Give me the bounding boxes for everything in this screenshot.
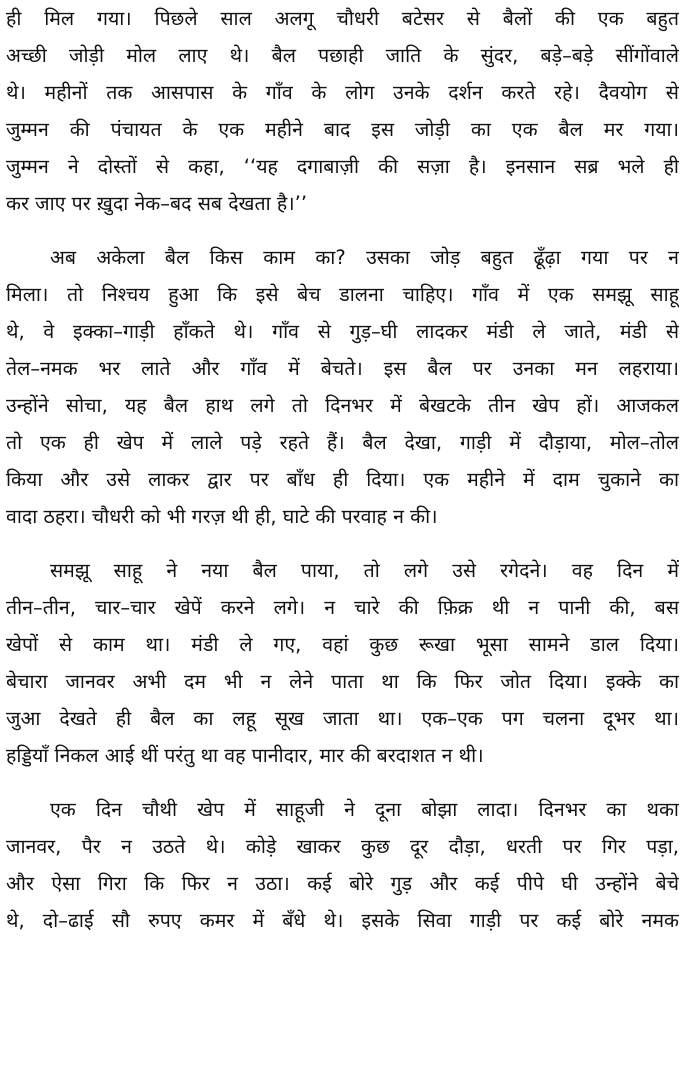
paragraph-4: [6, 791, 679, 939]
paragraph-spacer: [6, 222, 679, 239]
text-line: हड्डियाँ निकल आई थीं परंतु था वह पानीदार, मार की बरदाशत न थी।: [6, 744, 484, 767]
paragraph-3: [6, 552, 679, 774]
text-line: तीन–तीन, चार–चार खेपें करने लगे। न चारे की फ़िक्र थी न पानी की, बस: [6, 596, 679, 619]
text-line: थे, वे इक्का–गाड़ी हाँकते थे। गाँव से गुड़–घी लादकर मंडी ले जाते, मंडी से: [6, 320, 679, 343]
text-line: अब अकेला बैल किस काम का? उसका जोड़ बहुत ढूँढ़ा गया पर न: [50, 246, 679, 269]
paragraph-2: [6, 239, 679, 535]
text-line: तो एक ही खेप में लाले पड़े रहते हैं। बैल देखा, गाड़ी में दौड़ाया, मोल–तोल: [6, 431, 679, 454]
paragraph-spacer: [6, 535, 679, 552]
text-line: जुम्मन ने दोस्तों से कहा, ‘‘यह दगाबाज़ी की सज़ा है। इनसान सब्र भले ही: [6, 155, 679, 178]
text-line: मिला। तो निश्चय हुआ कि इसे बेच डालना चाहिए। गाँव में एक समझू साहू: [6, 283, 679, 306]
text-line: खेपों से काम था। मंडी ले गए, वहां कुछ रूखा भूसा सामने डाल दिया।: [6, 633, 679, 656]
text-line: और ऐसा गिरा कि फिर न उठा। कई बोरे गुड़ और कई पीपे घी उन्होंने बेचे: [6, 872, 679, 895]
text-line: उन्होंने सोचा, यह बैल हाथ लगे तो दिनभर में बेखटके तीन खेप हों। आजकल: [6, 394, 679, 417]
text-line: बेचारा जानवर अभी दम भी न लेने पाता था कि फिर जोत दिया। इक्के का: [6, 670, 679, 693]
text-line: कर जाए पर ख़ुदा नेक–बद सब देखता है।’’: [6, 192, 308, 215]
text-line: वादा ठहरा। चौधरी को भी गरज़ थी ही, घाटे की परवाह न की।: [6, 505, 438, 528]
text-line: एक दिन चौथी खेप में साहूजी ने दूना बोझा लादा। दिनभर का थका: [50, 798, 679, 821]
text-line: थे। महीनों तक आसपास के गाँव के लोग उनके दर्शन करते रहे। दैवयोग से: [6, 81, 679, 104]
text-line: समझू साहू ने नया बैल पाया, तो लगे उसे रगेदने। वह दिन में: [50, 559, 679, 582]
text-line: जुम्मन की पंचायत के एक महीने बाद इस जोड़ी का एक बैल मर गया।: [6, 118, 679, 141]
paragraph-1: [6, 0, 679, 222]
text-line: ही मिल गया। पिछले साल अलगू चौधरी बटेसर से बैलों की एक बहुत: [6, 7, 679, 30]
text-line: जुआ देखते ही बैल का लहू सूख जाता था। एक–एक पग चलना दूभर था।: [6, 707, 679, 730]
text-line: थे, दो–ढाई सौ रुपए कमर में बँधे थे। इसके सिवा गाड़ी पर कई बोरे नमक: [6, 909, 679, 932]
text-line: तेल–नमक भर लाते और गाँव में बेचते। इस बैल पर उनका मन लहराया।: [6, 357, 679, 380]
text-line: किया और उसे लाकर द्वार पर बाँध ही दिया। एक महीने में दाम चुकाने का: [6, 468, 679, 491]
text-line: अच्छी जोड़ी मोल लाए थे। बैल पछाही जाति के सुंदर, बड़े–बड़े सींगोंवाले: [6, 44, 679, 67]
paragraph-spacer: [6, 774, 679, 791]
text-line: जानवर, पैर न उठते थे। कोड़े खाकर कुछ दूर दौड़ा, धरती पर गिर पड़ा,: [6, 835, 679, 858]
